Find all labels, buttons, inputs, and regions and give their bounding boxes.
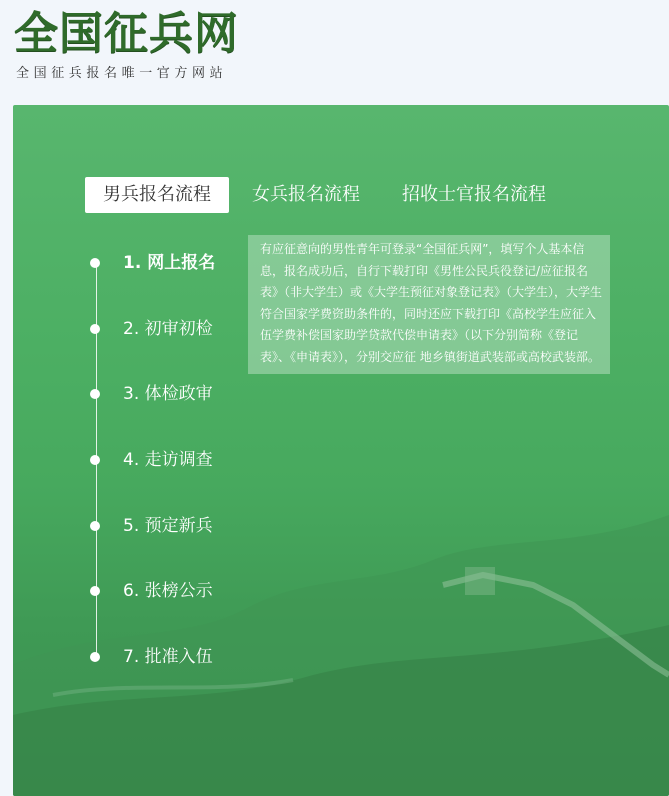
tab-female-process[interactable]: 女兵报名流程 xyxy=(252,184,360,205)
step-label: 1. 网上报名 xyxy=(123,253,216,273)
site-logo-subtitle: 全国征兵报名唯一官方网站 xyxy=(16,66,228,81)
step-label: 3. 体检政审 xyxy=(123,384,213,404)
step-dot xyxy=(90,521,100,531)
step-dot xyxy=(90,652,100,662)
step-label: 7. 批准入伍 xyxy=(123,647,213,667)
step-label: 4. 走访调查 xyxy=(123,450,213,470)
enlistment-process-panel xyxy=(13,105,669,796)
step-dot xyxy=(90,586,100,596)
tab-male-process[interactable]: 男兵报名流程 xyxy=(85,177,229,213)
step-label: 2. 初审初检 xyxy=(123,319,213,339)
step-dot xyxy=(90,258,100,268)
step-dot xyxy=(90,324,100,334)
site-header xyxy=(0,0,669,105)
step-detail-tooltip: 有应征意向的男性青年可登录“全国征兵网”，填写个人基本信息，报名成功后，自行下载打印《男性公民兵役登记/应征报名表》（非大学生）或《大学生预征对象登记表》（大学生），大学生符合国家学费资助条件的，同时还应下载打印《高校学生应征入伍学费补偿国家助学贷款代偿申请表》（以下分别简称《登记表》、《申请表》），分别交应征 地乡镇街道武装部或高校武装部。 xyxy=(248,235,610,374)
step-label: 6. 张榜公示 xyxy=(123,581,213,601)
step-dot xyxy=(90,455,100,465)
tab-nco-process[interactable]: 招收士官报名流程 xyxy=(402,184,546,205)
site-logo-title[interactable]: 全国征兵网 xyxy=(14,8,239,59)
step-dot xyxy=(90,389,100,399)
step-label: 5. 预定新兵 xyxy=(123,516,213,536)
